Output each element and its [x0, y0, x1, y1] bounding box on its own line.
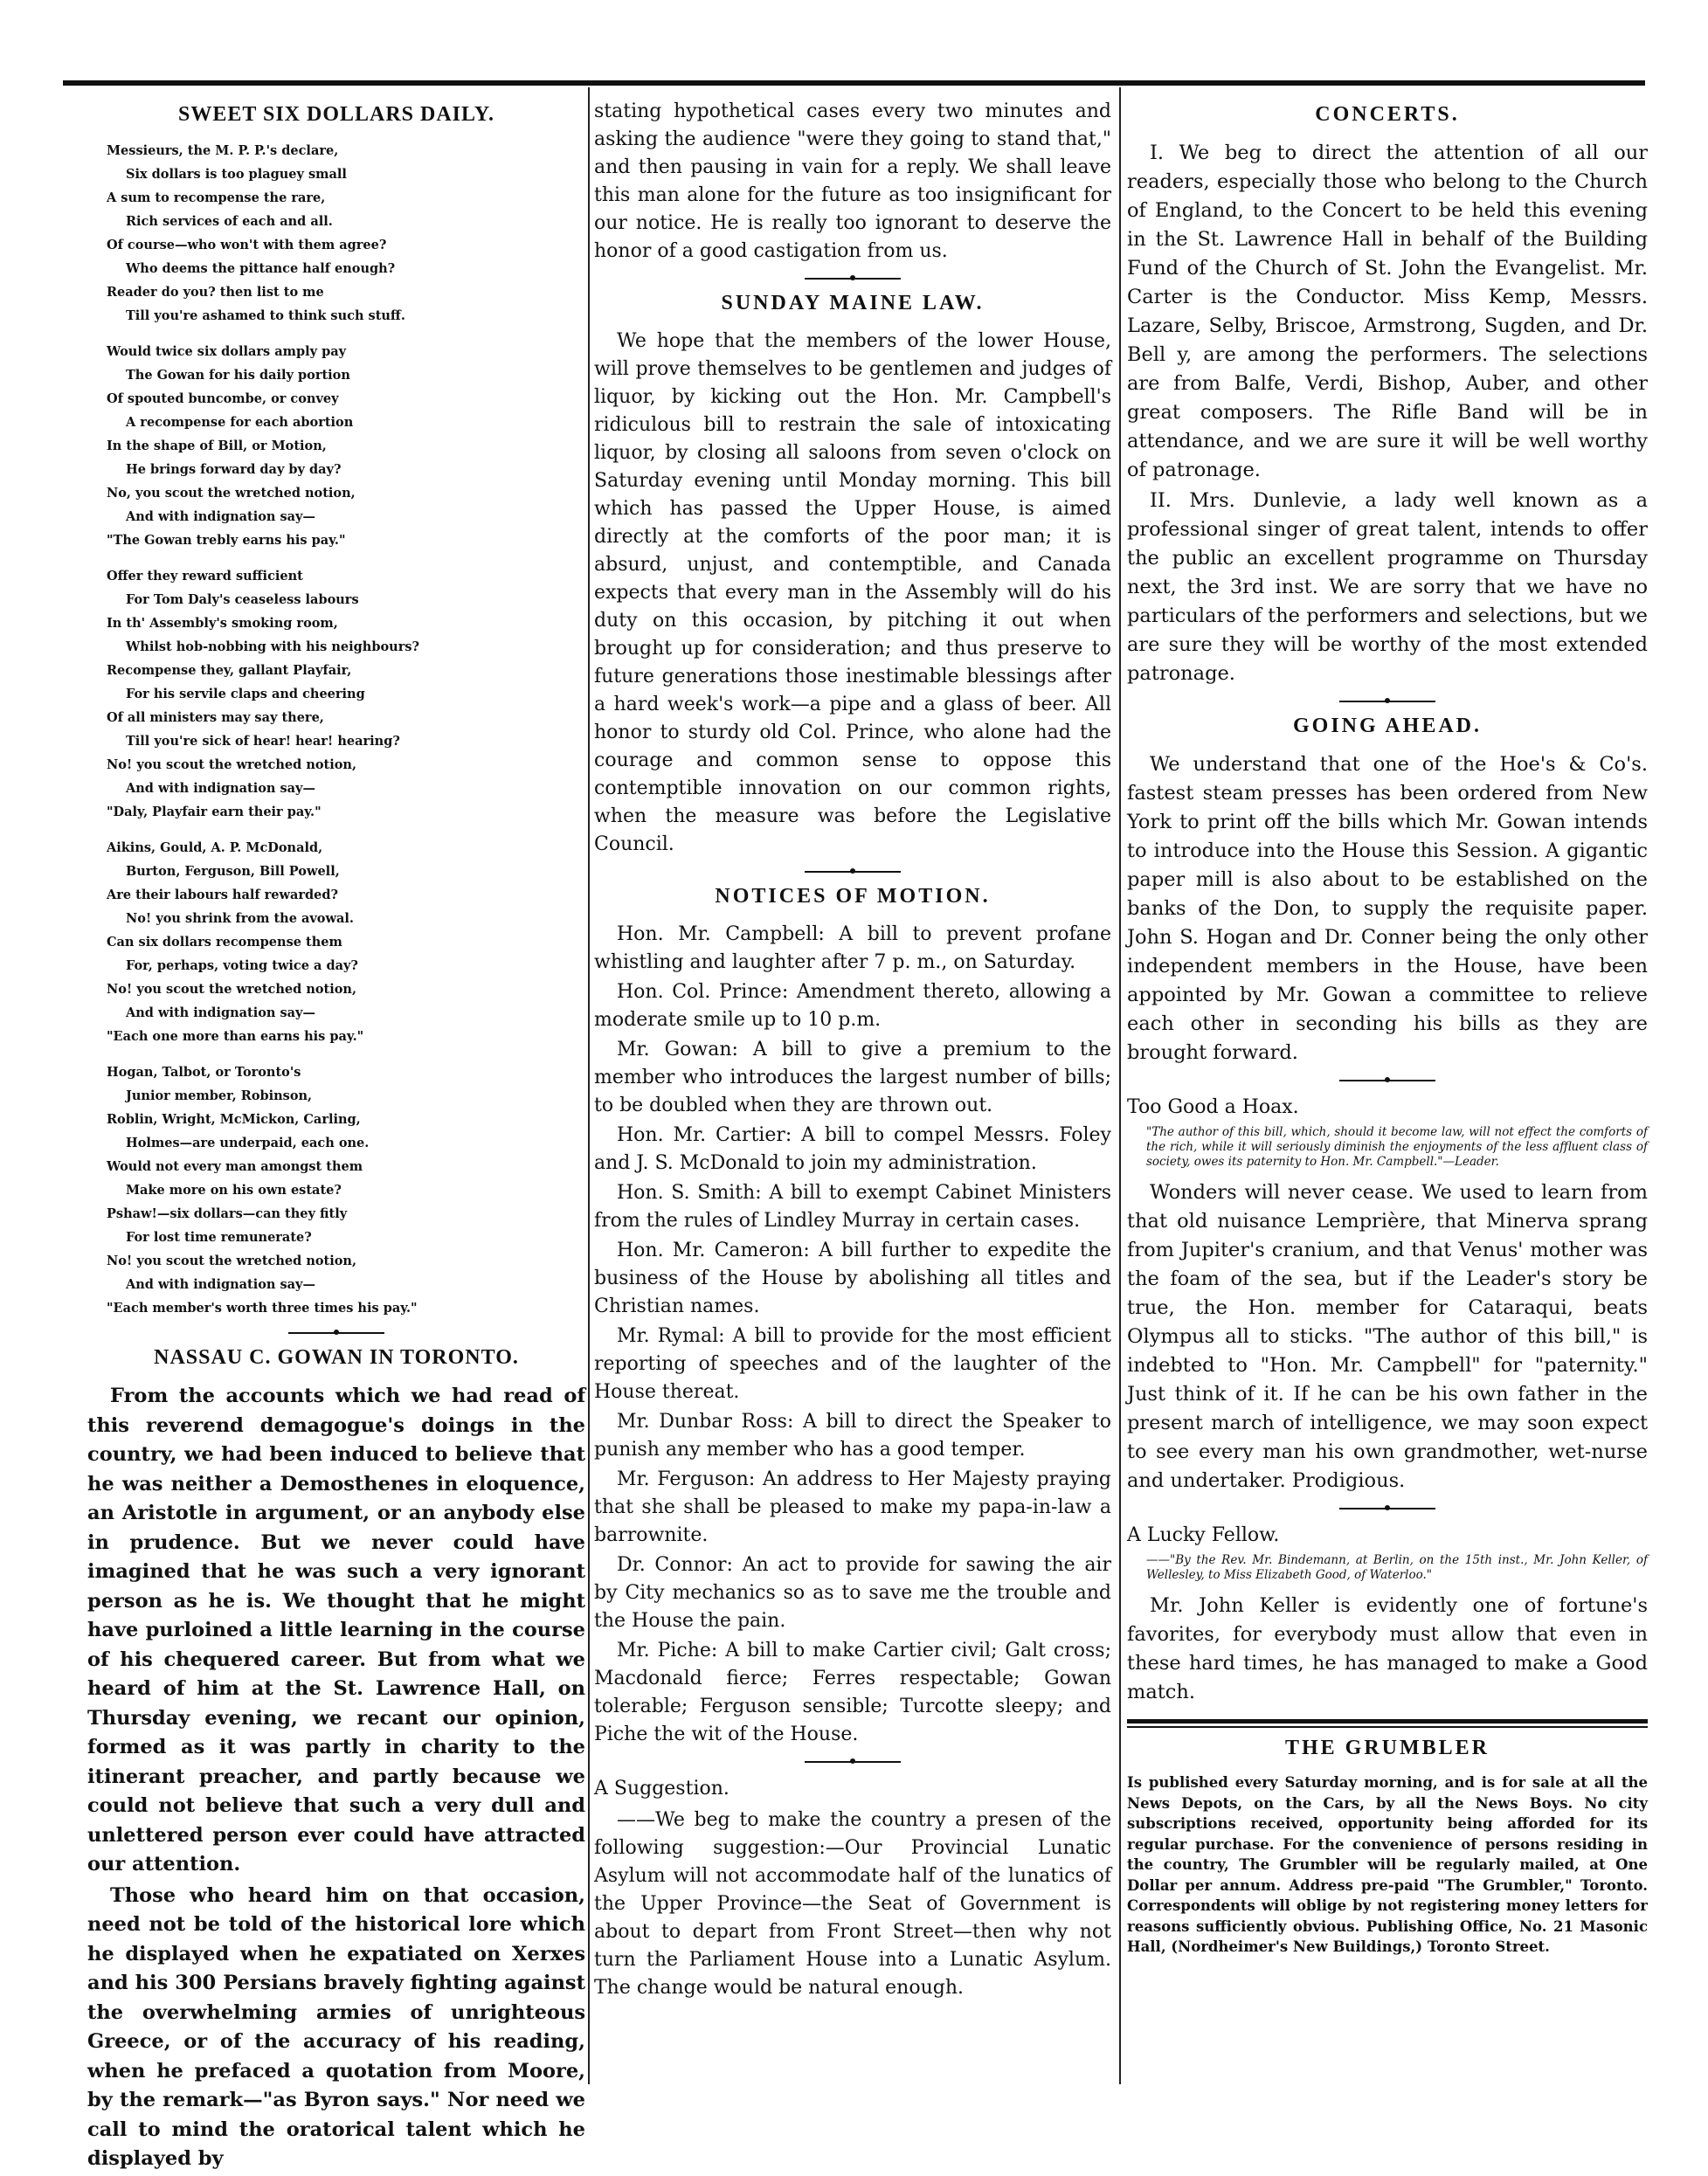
poem-line: No! you shrink from the avowal. [126, 911, 354, 926]
poem-line: Hogan, Talbot, or Toronto's [107, 1065, 301, 1080]
poem-line: Messieurs, the M. P. P.'s declare, [107, 143, 339, 158]
poem-line: Burton, Ferguson, Bill Powell, [126, 864, 340, 879]
going-ahead-title: GOING AHEAD. [1292, 715, 1483, 737]
notice-item: Hon. Mr. Cartier: A bill to compel Messrs. Foley and J. S. McDonald to join my administration. [594, 1124, 1111, 1174]
notice-item: Hon. Mr. Cameron: A bill further to expedite the business of the House by abolishing all titles and Christian names. [594, 1240, 1111, 1317]
poem-line: In th' Assembly's smoking room, [107, 616, 338, 631]
poem-line: Can six dollars recompense them [107, 935, 342, 950]
notices-list [594, 921, 1111, 1749]
poem-line: And with indignation say— [126, 1277, 315, 1292]
hoax-title: Too Good a Hoax. [1127, 1096, 1299, 1118]
poem-line: Six dollars is too plaguey small [126, 167, 347, 182]
poem-line: No, you scout the wretched notion, [107, 486, 356, 501]
poem-line: He brings forward day by day? [126, 462, 342, 477]
poem-line: Till you're sick of hear! hear! hearing? [126, 734, 400, 749]
poem-line: Would not every man amongst them [107, 1159, 363, 1174]
notices-title: NOTICES OF MOTION. [715, 885, 991, 908]
grumbler-notice: Is published every Saturday morning, and is for sale at all the News Depots, on the Cars, by all the News Boys. No city subscriptions received, opportunity being afforded for its regular purchase. For the convenience of persons residing in the country, The Grumbler will be regularly mailed, at One Dollar per annum. Address pre-paid "The Grumbler," Toronto. Correspondents will oblige by not registering money letters for reasons sufficiently obvious. Publishing Office, No. 21 Masonic Hall, (Nordheimer's New Buildings,) Toronto Street. [1127, 1774, 1648, 1955]
poem-line: Reader do you? then list to me [107, 285, 324, 300]
poem-line: Aikins, Gould, A. P. McDonald, [107, 840, 323, 855]
poem-stanza [87, 564, 585, 824]
notice-item: Hon. S. Smith: A bill to exempt Cabinet Ministers from the rules of Lindley Murray in certain cases. [594, 1182, 1111, 1232]
concerts-paragraph: II. Mrs. Dunlevie, a lady well known as a professional singer of great talent, intends to offer the public an excellent programme on Thursday next, the 3rd inst. We are sorry that we have no particulars of the performers and selections, but we are sure they will be worthy of the most extended patronage. [1127, 489, 1648, 685]
concerts-paragraph: I. We beg to direct the attention of all our readers, especially those who belong to the Church of England, to the Concert to be held this evening in the St. Lawrence Hall in behalf of the Building Fund of the Church of St. John the Evangelist. Mr. Carter is the Conductor. Miss Kemp, Messrs. Lazare, Selby, Briscoe, Armstrong, Sugden, and Dr. Bell y, are among the performers. The selections are from Balfe, Verdi, Bishop, Auber, and other great composers. The Rifle Band will be in attendance, and we are sure it will be well worthy of patronage. [1127, 142, 1648, 481]
poem-line: "The Gowan trebly earns his pay." [107, 533, 346, 548]
poem-line: For lost time remunerate? [126, 1230, 312, 1245]
lucky-quote: ——"By the Rev. Mr. Bindemann, at Berlin, on the 15th inst., Mr. John Keller, of Wellesley, to Miss Elizabeth Good, of Waterloo." [1146, 1553, 1648, 1582]
poem-line: A sum to recompense the rare, [107, 190, 326, 205]
poem-line: No! you scout the wretched notion, [107, 757, 356, 772]
poem-line: Roblin, Wright, McMickon, Carling, [107, 1112, 361, 1127]
poem-line: In the shape of Bill, or Motion, [107, 439, 327, 453]
article-title: NASSAU C. GOWAN IN TORONTO. [154, 1346, 519, 1369]
poem-line: Holmes—are underpaid, each one. [126, 1136, 370, 1150]
notice-item: Hon. Col. Prince: Amendment thereto, allowing a moderate smile up to 10 p.m. [594, 981, 1111, 1031]
suggestion-title: A Suggestion. [594, 1778, 730, 1800]
separator [1339, 1080, 1435, 1081]
poem-line: Make more on his own estate? [126, 1183, 342, 1198]
poem-line: Offer they reward sufficient [107, 569, 303, 584]
poem-line: And with indignation say— [126, 509, 315, 524]
poem-stanza [87, 1060, 585, 1320]
notice-item: Mr. Ferguson: An address to Her Majesty praying that she shall be pleased to make my papa-in-law a barrownite. [594, 1468, 1111, 1546]
poem-line: A recompense for each abortion [126, 415, 354, 430]
separator [805, 1761, 901, 1763]
poem-line: "Each one more than earns his pay." [107, 1029, 364, 1044]
notice-item: Mr. Gowan: A bill to give a premium to the member who introduces the largest number of bills; to be doubled when they are thrown out. [594, 1039, 1111, 1116]
thin-rule [1127, 1726, 1648, 1728]
maine-law-title: SUNDAY MAINE LAW. [721, 292, 985, 314]
poem-line: "Daly, Playfair earn their pay." [107, 805, 322, 819]
thick-rule [1127, 1719, 1648, 1724]
grumbler-title: THE GRUMBLER [1284, 1737, 1490, 1759]
poem-line: No! you scout the wretched notion, [107, 982, 356, 997]
lucky-text: Mr. John Keller is evidently one of fortune's favorites, for everybody must allow that even in these hard times, he has managed to make a Good match. [1127, 1594, 1648, 1703]
notice-item: Dr. Connor: An act to provide for sawing the air by City mechanics so as to save me the trouble and the House the pain. [594, 1554, 1111, 1632]
poem [87, 139, 585, 1320]
separator [288, 1332, 384, 1334]
top-rule [63, 80, 1645, 86]
poem-line: And with indignation say— [126, 781, 315, 796]
poem-line: The Gowan for his daily portion [126, 368, 350, 383]
poem-line: Junior member, Robinson, [126, 1088, 313, 1103]
poem-line: Till you're ashamed to think such stuff. [126, 308, 405, 323]
hoax-text: Wonders will never cease. We used to learn from that old nuisance Lemprière, that Minerva sprang from Jupiter's cranium, and that Venus' mother was the foam of the sea, but if the Leader's story be true, the Hon. member for Cataraqui, beats Olympus all to sticks. "The author of this bill," is indebted to "Hon. Mr. Campbell" for "paternity." Just think of it. If he can be his own father in the present march of intelligence, we may soon expect to see every man his own grandmother, wet-nurse and undertaker. Prodigious. [1127, 1181, 1648, 1492]
notice-item: Hon. Mr. Campbell: A bill to prevent profane whistling and laughter after 7 p. m., on Saturday. [594, 923, 1111, 973]
column-3 [1127, 98, 1648, 1958]
notice-item: Mr. Piche: A bill to make Cartier civil; Galt cross; Macdonald fierce; Ferres respectable; Gowan tolerable; Ferguson sensible; Turcotte sleepy; and Piche the wit of the House. [594, 1640, 1111, 1745]
concerts-title: CONCERTS. [1315, 103, 1460, 126]
poem-line: Whilst hob-nobbing with his neighbours? [126, 639, 419, 654]
poem-line: Who deems the pittance half enough? [126, 261, 396, 276]
notice-item: Mr. Dunbar Ross: A bill to direct the Speaker to punish any member who has a good temper. [594, 1411, 1111, 1461]
separator [1339, 1508, 1435, 1509]
article-paragraph: Those who heard him on that occasion, need not be told of the historical lore which he displayed when he expatiated on Xerxes and his 300 Persians bravely fighting against the overwhelming armies of unrighteous Greece, or of the accuracy of his reading, when he prefaced a quotation from Moore, by the remark—"as Byron says." Nor need we call to mind the oratorical talent which he displayed by [87, 1883, 585, 2170]
separator [1339, 701, 1435, 702]
poem-title: SWEET SIX DOLLARS DAILY. [178, 103, 494, 126]
going-ahead-text: We understand that one of the Hoe's & Co's. fastest steam presses has been ordered from New York to print off the bills which Mr. Gowan intends to introduce into the House this Session. A gigantic paper mill is also about to be established on the banks of the Don, to supply the requisite paper. John S. Hogan and Dr. Conner being the only other independent members in the House, have been appointed by Mr. Gowan a committee to relieve each other in seconding his bills as they are brought forward. [1127, 753, 1648, 1064]
hoax-quote: "The author of this bill, which, should it become law, will not effect the comforts of the rich, while it will seriously diminish the enjoyments of the less affluent class of society, owes its paternity to Hon. Mr. Campbell."—Leader. [1146, 1125, 1648, 1169]
poem-line: Recompense they, gallant Playfair, [107, 663, 352, 678]
lucky-title: A Lucky Fellow. [1127, 1524, 1280, 1546]
poem-line: Of spouted buncombe, or convey [107, 391, 339, 406]
poem-line: Of all ministers may say there, [107, 710, 324, 725]
poem-line: "Each member's worth three times his pay." [107, 1301, 418, 1316]
article-paragraph: From the accounts which we had read of this reverend demagogue's doings in the country, we had been induced to believe that he was neither a Demosthenes in eloquence, an Aristotle in argument, or an anybody else in prudence. But we never could have imagined that he was such a very ignorant person as he is. We thought that he might have purloined a little learning in the course of his chequered career. But from what we heard of him at the St. Lawrence Hall, on Thursday evening, we recant our opinion, formed as it was partly in charity to the itinerant preacher, and partly because we could not believe that such a very dull and unlettered person ever could have attracted our attention. [87, 1385, 585, 1876]
continued-text: stating hypothetical cases every two minutes and asking the audience "were they going to stand that," and then pausing in vain for a reply. We shall leave this man alone for the future as too insignificant for our notice. He is really too ignorant to deserve the honor of a good castigation from us. [594, 100, 1111, 262]
poem-line: For, perhaps, voting twice a day? [126, 958, 358, 973]
separator [805, 278, 901, 280]
poem-line: For his servile claps and cheering [126, 687, 365, 701]
column-divider-1 [588, 87, 590, 2084]
poem-stanza [87, 139, 585, 328]
column-1 [87, 98, 585, 2176]
maine-law-text: We hope that the members of the lower House, will prove themselves to be gentlemen and judges of liquor, by kicking out the Hon. Mr. Campbell's ridiculous bill to restrain the sale of intoxicating liquor, by closing all saloons from seven o'clock on Saturday evening until Monday morning. This bill which has passed the Upper House, is aimed directly at the comforts of the poor man; it is absurd, unjust, and contemptible, and Canada expects that every man in the Assembly will do his duty on this occasion, by pitching it out when brought up for consideration; and thus preserve to future generations those inestimable blessings after a hard week's work—a pipe and a glass of beer. All honor to sturdy old Col. Prince, who alone had the courage and common sense to oppose this contemptible innovation on our common rights, when the measure was before the Legislative Council. [594, 330, 1111, 855]
poem-line: And with indignation say— [126, 1005, 315, 1020]
poem-line: For Tom Daly's ceaseless labours [126, 592, 359, 607]
poem-line: Are their labours half rewarded? [107, 888, 339, 902]
suggestion-text: ——We beg to make the country a presen of the following suggestion:—Our Provincial Lunatic Asylum will not accommodate half of the lunatics of the Upper Province—the Seat of Government is about to depart from Front Street—then why not turn the Parliament House into a Lunatic Asylum. The change would be natural enough. [594, 1809, 1111, 1999]
poem-stanza [87, 836, 585, 1048]
poem-line: Rich services of each and all. [126, 214, 333, 229]
notice-item: Mr. Rymal: A bill to provide for the most efficient reporting of speeches and of the laughter of the House thereat. [594, 1325, 1111, 1403]
column-2 [594, 98, 1111, 2004]
poem-line: Would twice six dollars amply pay [107, 344, 347, 359]
poem-line: Pshaw!—six dollars—can they fitly [107, 1206, 348, 1221]
poem-line: Of course—who won't with them agree? [107, 238, 387, 252]
poem-line: No! you scout the wretched notion, [107, 1254, 356, 1268]
column-divider-2 [1119, 87, 1121, 2084]
poem-stanza [87, 340, 585, 552]
separator [805, 871, 901, 873]
